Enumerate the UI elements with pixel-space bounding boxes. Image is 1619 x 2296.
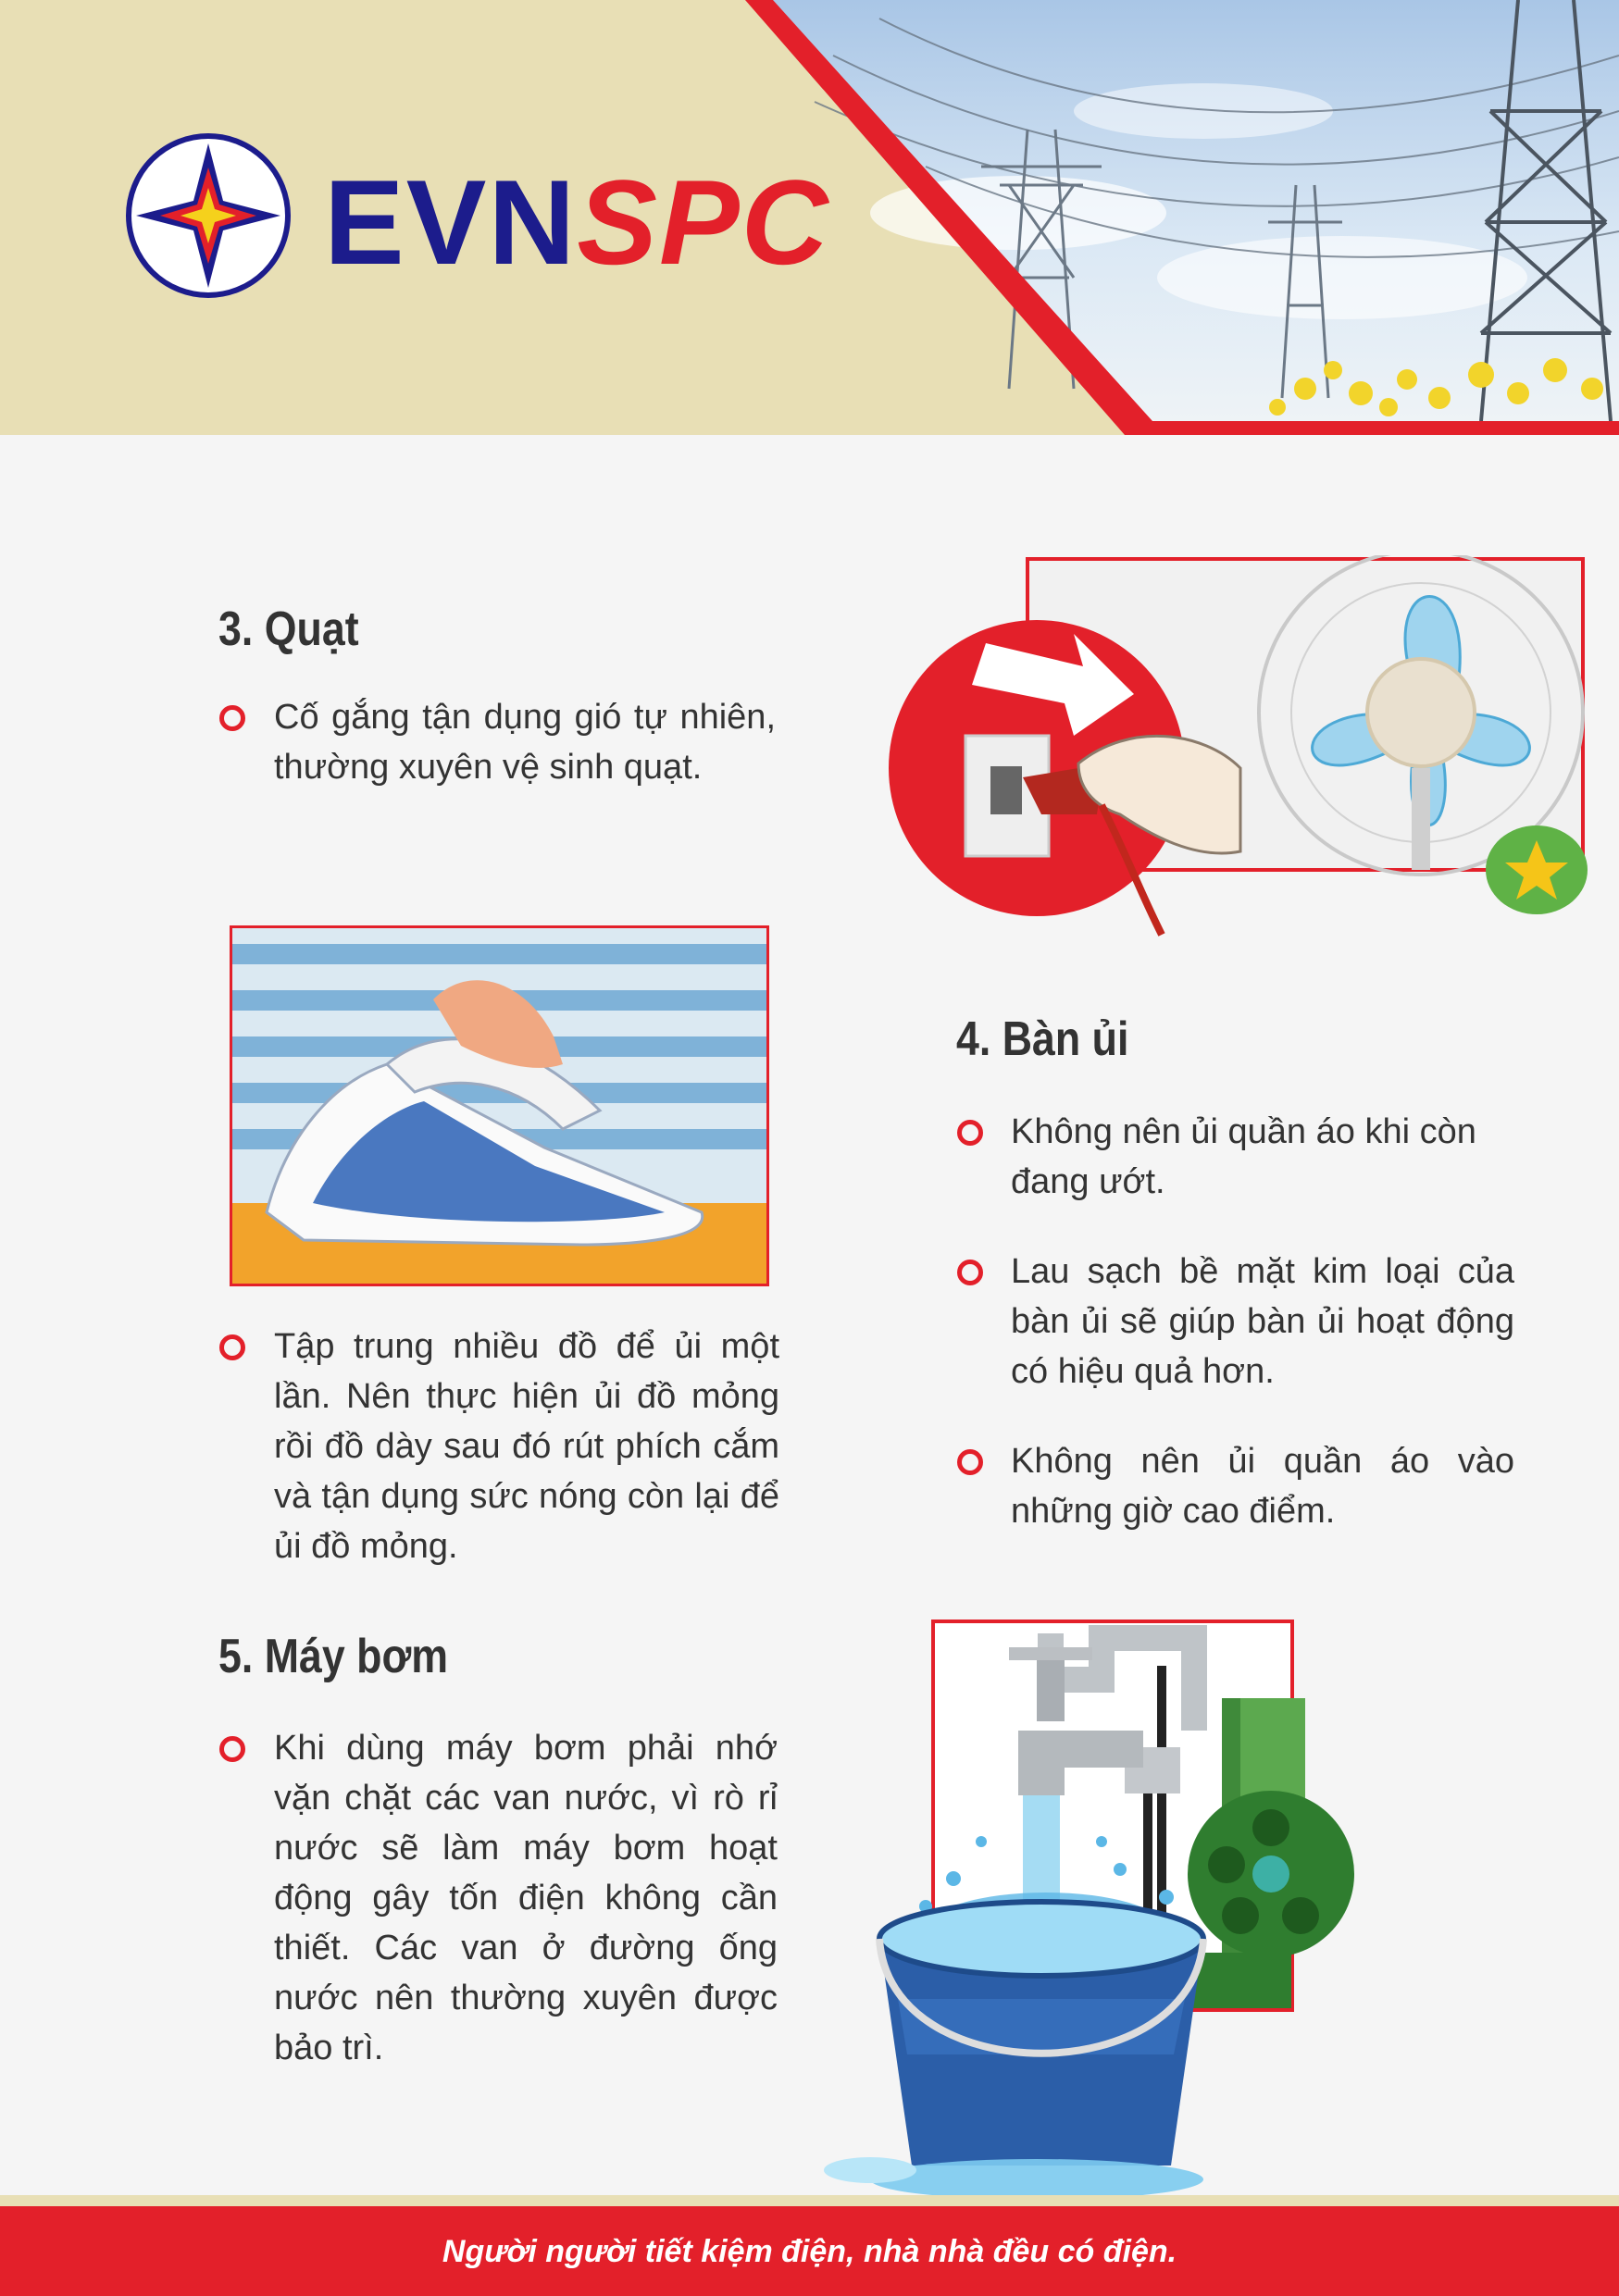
iron-photo — [230, 925, 769, 1286]
evn-emblem — [129, 136, 288, 295]
footer-slogan: Người người tiết kiệm điện, nhà nhà đều có điện. — [442, 2234, 1177, 2269]
bullet-icon — [957, 1449, 983, 1475]
bullet-icon — [219, 705, 245, 731]
bullet-icon — [219, 1736, 245, 1762]
brand-evn: EVN — [324, 155, 578, 290]
brand-spc: SPC — [577, 155, 830, 290]
footer-stripe — [0, 2195, 1619, 2206]
pump-bucket-illustration — [704, 1610, 1537, 2212]
pump-bullet-1: Khi dùng máy bơm phải nhớ vặn chặt các van nước, vì rò rỉ nước sẽ làm máy bơm hoạt động gây tốn điện không cần thiết. Các van ở đường ống nước nên thường xuyên được bảo trì. — [274, 1729, 778, 2067]
iron-bullet-left: Tập trung nhiều đồ để ủi một lần. Nên thực hiện ủi đồ mỏng rồi đồ dày sau đó rút phích cắm và tận dụng sức nóng còn lại để ủi đồ mỏng. — [274, 1327, 779, 1566]
header — [0, 0, 1619, 435]
fan-unplug-illustration — [889, 555, 1592, 944]
pump-heading: 5. Máy bơm — [218, 1630, 449, 1683]
iron-heading: 4. Bàn ủi — [956, 1012, 1129, 1066]
fan-bullet-1: Cố gắng tận dụng gió tự nhiên, thường xuyên vệ sinh quạt. — [274, 698, 776, 787]
bullet-icon — [219, 1334, 245, 1360]
brand-logo — [324, 155, 830, 290]
fan-heading: 3. Quạt — [218, 602, 359, 656]
iron-bullet-2: Lau sạch bề mặt kim loại của bàn ủi sẽ giúp bàn ủi hoạt động có hiệu quả hơn. — [1011, 1252, 1514, 1391]
iron-bullet-1: Không nên ủi quần áo khi còn đang ướt. — [1011, 1112, 1476, 1201]
iron-bullet-3: Không nên ủi quần áo vào những giờ cao điểm. — [1011, 1442, 1514, 1531]
bullet-icon — [957, 1260, 983, 1285]
bullet-icon — [957, 1120, 983, 1146]
